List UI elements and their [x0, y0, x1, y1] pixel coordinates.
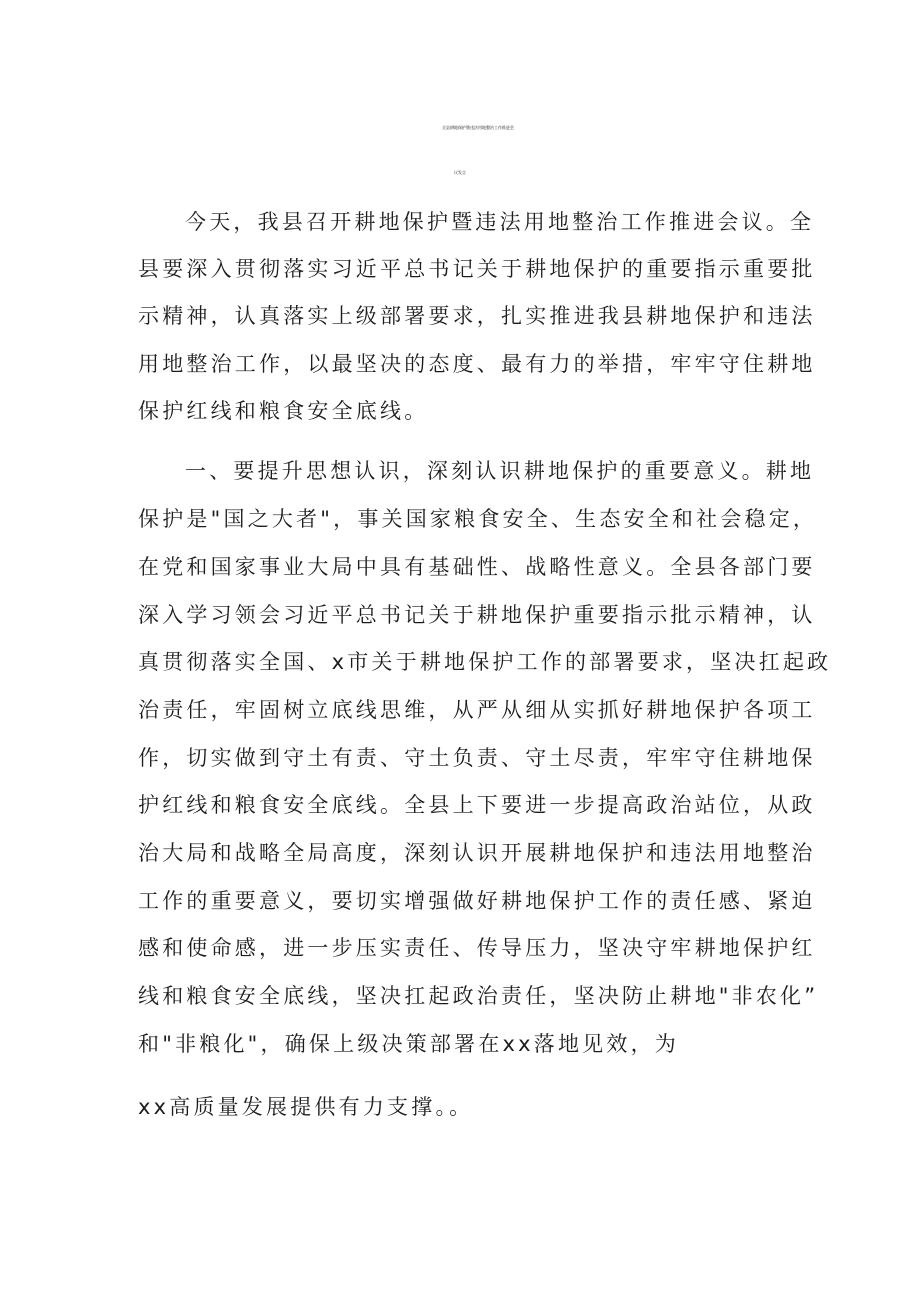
- paragraph-1-line-2: 县要深入贯彻落实习近平总书记关于耕地保护的重要指示重要批: [138, 257, 816, 281]
- paragraph-1-line-5: 保护红线和粮食安全底线。: [138, 399, 429, 423]
- paragraph-2-line-9: 治大局和战略全局高度，深刻认识开展耕地保护和违法用地整治: [138, 841, 816, 865]
- paragraph-2-line-11: 感和使命感，进一步压实责任、传导压力，坚决守牢耕地保护红: [138, 936, 816, 960]
- paragraph-1-line-3: 示精神，认真落实上级部署要求，扎实推进我县耕地保护和违法: [138, 304, 816, 328]
- paragraph-2-line-13: 和"非粮化"，确保上级决策部署在xx落地见效，为: [138, 1032, 679, 1056]
- paragraph-2-line-8: 护红线和粮食安全底线。全县上下要进一步提高政治站位，从政: [138, 793, 816, 817]
- paragraph-2-line-6: 治责任，牢固树立底线思维，从严从细从实抓好耕地保护各项工: [138, 698, 816, 722]
- paragraph-1-line-1: 今天，我县召开耕地保护暨违法用地整治工作推进会议。全: [185, 210, 815, 234]
- paragraph-2-line-1: 一、要提升思想认识，深刻认识耕地保护的重要意义。耕地: [185, 459, 815, 483]
- paragraph-2-line-7: 作，切实做到守土有责、守土负责、守土尽责，牢牢守住耕地保: [138, 746, 816, 770]
- paragraph-2-line-12: 线和粮食安全底线，坚决扛起政治责任，坚决防止耕地"非农化”: [138, 984, 819, 1008]
- paragraph-2-line-5: 真贯彻落实全国、x市关于耕地保护工作的部署要求，坚决扛起政: [138, 650, 832, 674]
- paragraph-1-line-4: 用地整治工作，以最坚决的态度、最有力的举措，牢牢守住耕地: [138, 352, 816, 376]
- paragraph-2-line-4: 深入学习领会习近平总书记关于耕地保护重要指示批示精神，认: [138, 603, 816, 627]
- paragraph-2-line-14: xx高质量发展提供有力支撑。。: [138, 1095, 474, 1119]
- document-title-line-1: 全县耕地保护暨违法用地整治工作推进会: [442, 125, 514, 130]
- paragraph-2-line-3: 在党和国家事业大局中具有基础性、战略性意义。全县各部门要: [138, 555, 816, 579]
- paragraph-2-line-2: 保护是"国之大者"，事关国家粮食安全、生态安全和社会稳定，: [138, 507, 818, 531]
- paragraph-2-line-10: 工作的重要意义，要切实增强做好耕地保护工作的责任感、紧迫: [138, 889, 816, 913]
- document-title-line-2: 议发言: [454, 170, 466, 175]
